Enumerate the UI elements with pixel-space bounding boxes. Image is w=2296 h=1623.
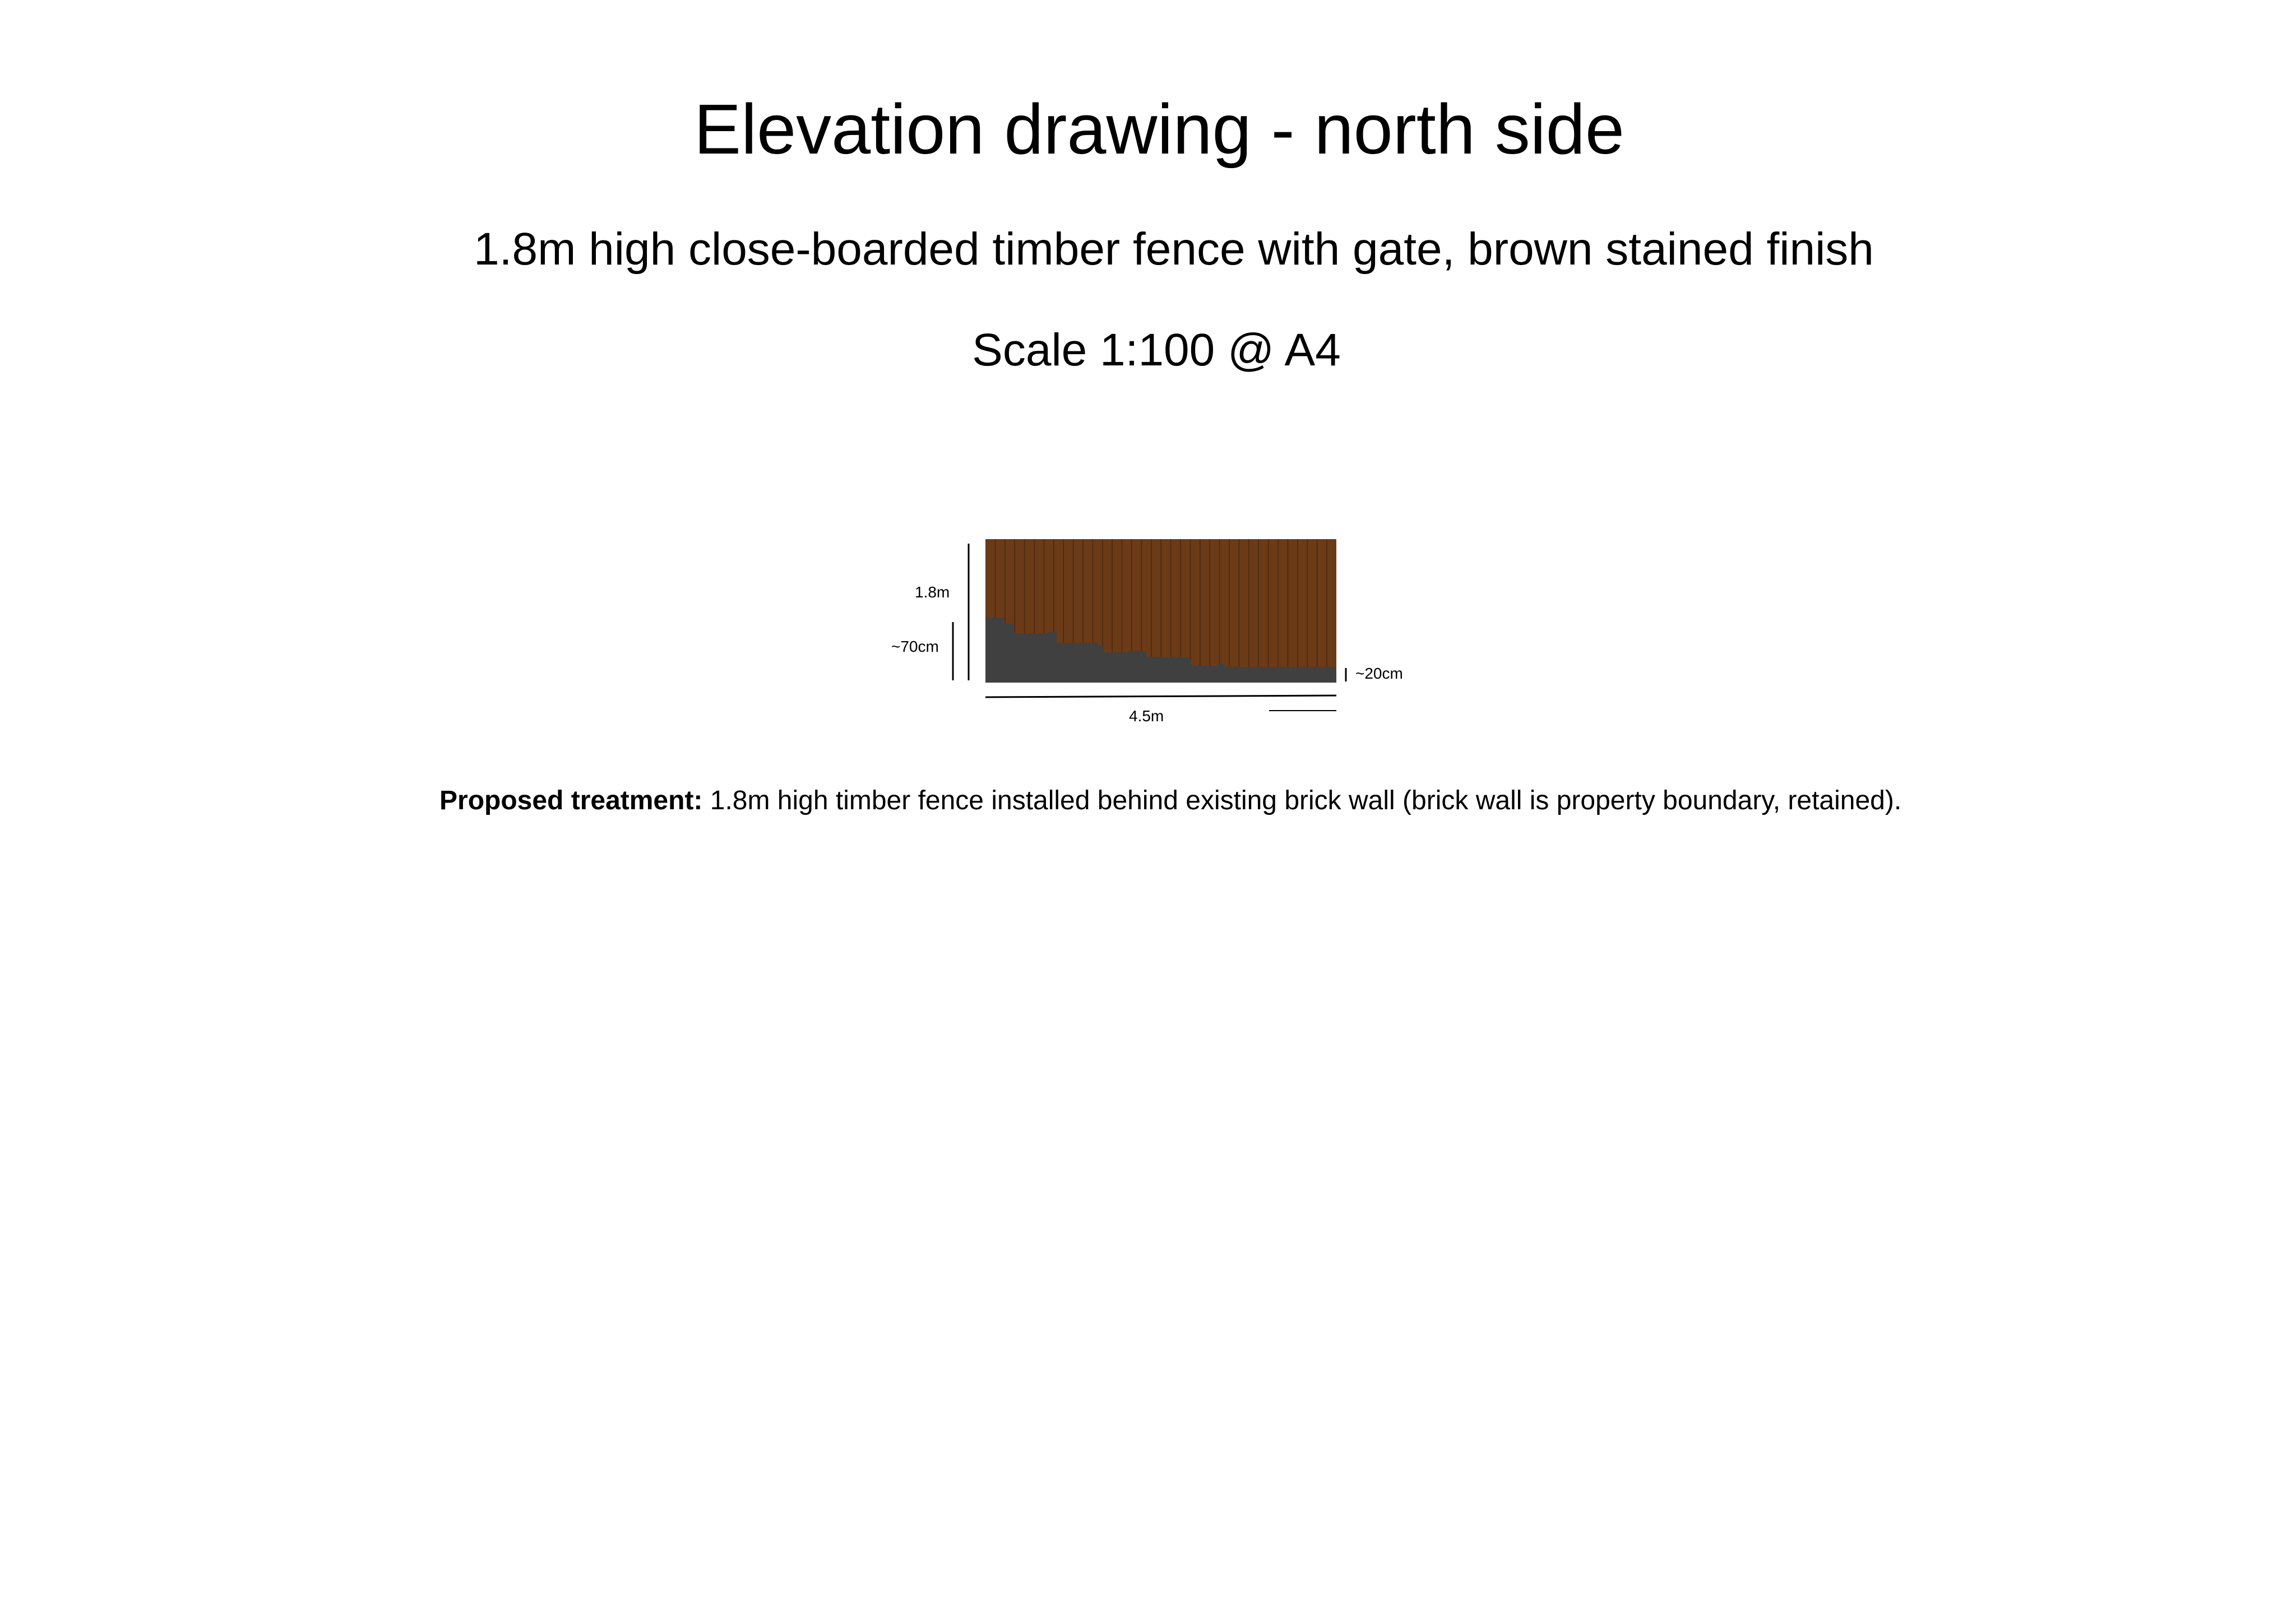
note-text: 1.8m high timber fence installed behind existing brick wall (brick wall is property boundary, retained). [702, 786, 1902, 815]
fence-height-label: 1.8m [915, 583, 950, 601]
note-label: Proposed treatment: [439, 786, 703, 815]
length-label: 4.5m [1129, 707, 1164, 725]
proposed-treatment-note [439, 787, 1901, 814]
wall-low-label: ~20cm [1355, 665, 1403, 682]
scale-label: Scale 1:100 @ A4 [972, 324, 1341, 375]
drawing-title: Elevation drawing - north side [694, 90, 1624, 169]
length-dimension-line [985, 695, 1336, 697]
drawing-subtitle: 1.8m high close-boarded timber fence with gate, brown stained finish [474, 224, 1874, 275]
wall-high-label: ~70cm [891, 638, 939, 655]
